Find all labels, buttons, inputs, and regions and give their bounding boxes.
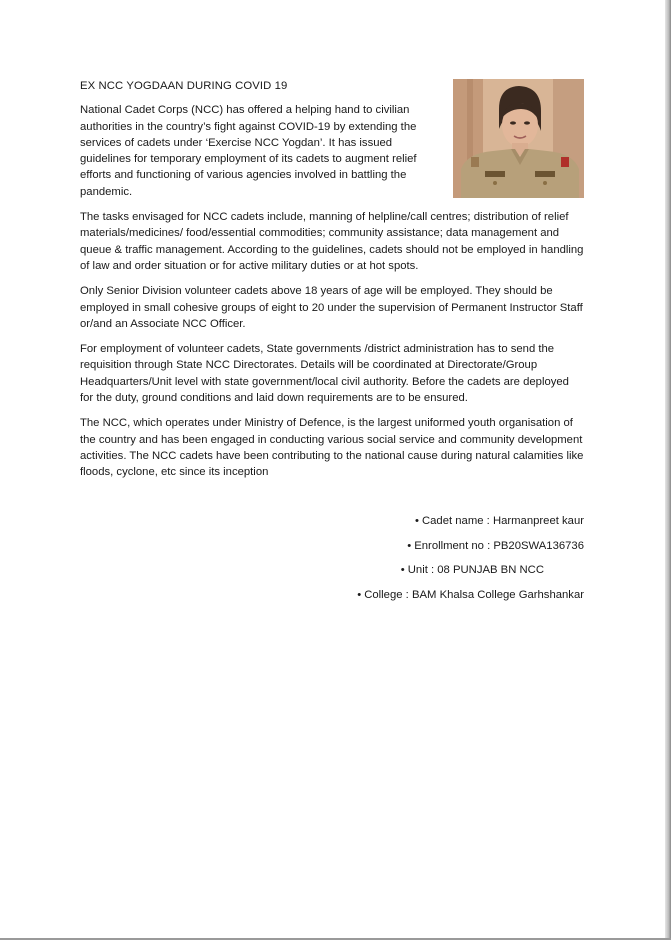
paragraph-5 (80, 415, 585, 480)
cadet-details (300, 514, 584, 612)
cadet-name-text: Cadet name : Harmanpreet kaur (421, 515, 584, 527)
bullet: • (400, 564, 405, 576)
paragraph-5-text: The NCC, which operates under Ministry of Defence, is the largest uniformed youth organisation of the country and has been engaged in conducting various social service and community development activities. The NCC cadets have been contributing to the national cause during natural calamities like floods, cyclone, etc since its inception (80, 417, 584, 479)
college-text: College : BAM Khalsa College Garhshankar (364, 588, 584, 601)
detail-unit (300, 563, 584, 588)
enrollment-no-text: Enrollment no : PB20SWA136736 (414, 539, 584, 552)
detail-cadet-name (300, 514, 584, 539)
paragraph-3-text: Only Senior Division volunteer cadets above 18 years of age will be employed. They should be employed in small cohesive groups of eight to 20 under the supervision of Permanent Instructor Staff or/and an Associate NCC Officer. (80, 285, 583, 330)
cadet-photo (453, 79, 584, 198)
paragraph-2 (80, 209, 585, 274)
paragraph-2-text: The tasks envisaged for NCC cadets include, manning of helpline/call centres; distribution of relief materials/medicines/ food/essential commodities; community assistance; data management and queue & traffic management. According to the guidelines, cadets should not be employed in handling of law and order situation or for active military duties or at hot spots. (80, 211, 584, 272)
document-title: EX NCC YOGDAAN DURING COVID 19 (80, 80, 288, 92)
paragraph-1-text: National Cadet Corps (NCC) has offered a helping hand to civilian authorities in the country’s fight against COVID-19 by extending the services of cadets under ‘Exercise NCC Yogdan’. It has issued guidelines for temporary employment of its cadets to augment relief efforts and functioning of various agencies involved in battling the pandemic. (80, 104, 417, 198)
paragraph-3 (80, 283, 585, 332)
bullet: • (407, 539, 412, 552)
bullet: • (415, 515, 419, 527)
detail-college (300, 588, 584, 613)
unit-text: Unit : 08 PUNJAB BN NCC (407, 564, 544, 576)
page-edge-shadow (665, 0, 671, 940)
bullet: • (357, 588, 362, 601)
paragraph-4-text: For employment of volunteer cadets, State governments /district administration has to send the requisition through State NCC Directorates. Details will be coordinated at Directorate/Group Headquarters/Unit level with state government/local civil authority. Before the cadets are deployed for the duty, ground conditions and laid down requirements are to be ensured. (80, 343, 569, 405)
detail-enrollment-no (300, 539, 584, 564)
paragraph-4 (80, 341, 585, 406)
